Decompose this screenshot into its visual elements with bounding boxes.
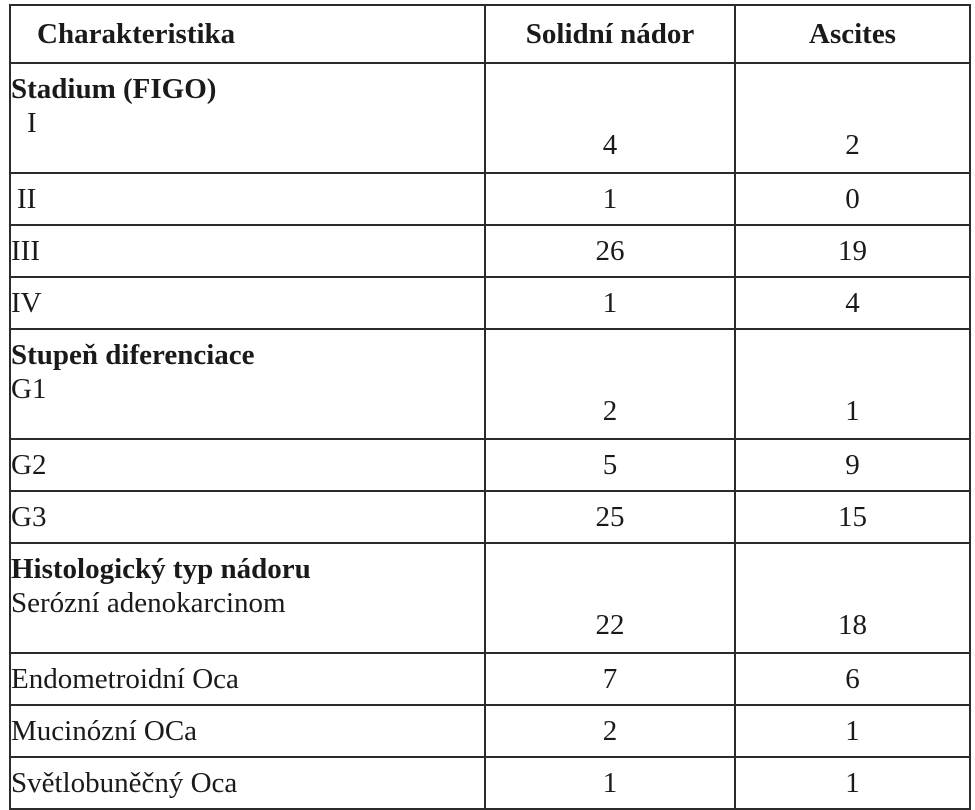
cell-solid: 1 bbox=[485, 757, 735, 809]
group-title-differentiation: Stupeň diferenciace bbox=[11, 339, 255, 371]
cell-solid: 7 bbox=[485, 653, 735, 705]
row-label: Endometroidní Oca bbox=[10, 653, 485, 705]
row-label: Mucinózní OCa bbox=[10, 705, 485, 757]
table-row bbox=[10, 173, 970, 225]
header-solid-tumor: Solidní nádor bbox=[485, 5, 735, 63]
table-row bbox=[10, 63, 970, 173]
row-label: Světlobuněčný Oca bbox=[10, 757, 485, 809]
table-row bbox=[10, 329, 970, 439]
cell-ascites: 19 bbox=[735, 225, 970, 277]
row-label: Serózní adenokarcinom bbox=[11, 587, 286, 619]
table-row bbox=[10, 225, 970, 277]
row-label: G3 bbox=[10, 491, 485, 543]
cell-solid: 5 bbox=[485, 439, 735, 491]
data-table bbox=[9, 4, 971, 810]
cell-solid: 2 bbox=[485, 329, 735, 439]
cell-ascites: 4 bbox=[735, 277, 970, 329]
cell-solid: 25 bbox=[485, 491, 735, 543]
cell-ascites: 18 bbox=[735, 543, 970, 653]
cell-ascites: 6 bbox=[735, 653, 970, 705]
table-row bbox=[10, 757, 970, 809]
cell-solid: 2 bbox=[485, 705, 735, 757]
group-title-stage: Stadium (FIGO) bbox=[11, 73, 217, 105]
cell-ascites: 1 bbox=[735, 329, 970, 439]
cell-ascites: 1 bbox=[735, 705, 970, 757]
cell-solid: 1 bbox=[485, 277, 735, 329]
table-row bbox=[10, 705, 970, 757]
row-label: II bbox=[17, 183, 37, 215]
table-row bbox=[10, 439, 970, 491]
table-row bbox=[10, 277, 970, 329]
header-characteristic: Charakteristika bbox=[10, 5, 485, 63]
cell-solid: 4 bbox=[485, 63, 735, 173]
row-label: IV bbox=[10, 277, 485, 329]
header-ascites: Ascites bbox=[735, 5, 970, 63]
row-label: I bbox=[27, 107, 37, 139]
cell-solid: 26 bbox=[485, 225, 735, 277]
row-label: III bbox=[10, 225, 485, 277]
cell-ascites: 1 bbox=[735, 757, 970, 809]
table-row bbox=[10, 491, 970, 543]
table-row bbox=[10, 653, 970, 705]
cell-solid: 1 bbox=[485, 173, 735, 225]
row-label-cell bbox=[10, 329, 485, 439]
header-row bbox=[10, 5, 970, 63]
table-row bbox=[10, 543, 970, 653]
group-title-histology: Histologický typ nádoru bbox=[11, 553, 311, 585]
cell-ascites: 2 bbox=[735, 63, 970, 173]
cell-ascites: 9 bbox=[735, 439, 970, 491]
cell-ascites: 0 bbox=[735, 173, 970, 225]
row-label-cell bbox=[10, 63, 485, 173]
cell-ascites: 15 bbox=[735, 491, 970, 543]
row-label: G2 bbox=[10, 439, 485, 491]
row-label-cell bbox=[10, 543, 485, 653]
row-label: G1 bbox=[11, 373, 47, 405]
cell-solid: 22 bbox=[485, 543, 735, 653]
